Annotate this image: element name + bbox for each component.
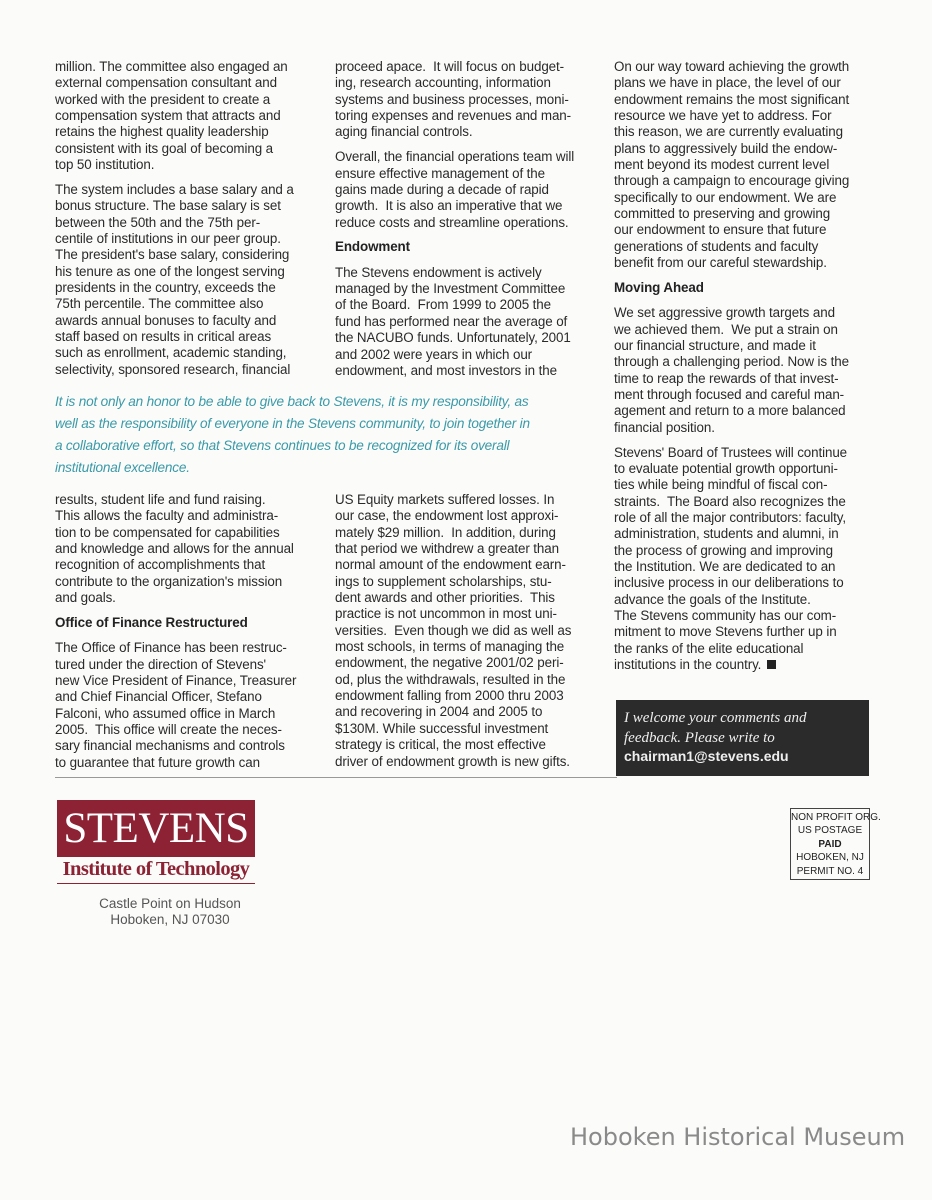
return-address (57, 896, 283, 928)
postage-line: US POSTAGE (797, 825, 863, 837)
postage-line: NON PROFIT ORG. (791, 812, 881, 823)
column-3 (614, 59, 849, 682)
paragraph: million. The committee also engaged an external compensation consultant and worked with the president to create a compensation system that attracts and retains the highest quality leadership consistent with its goal of becoming a top 50 institution. (55, 59, 288, 173)
section-heading-endowment: Endowment (335, 239, 410, 255)
watermark: Hoboken Historical Museum (570, 1123, 906, 1151)
paragraph: The Stevens endowment is actively managed by the Investment Committee of the Board. From 1999 to 2005 the fund has performed near the average of the NACUBO funds. Unfortunately, 2001 and 2002 were years in which our endowment, and most investors in the (335, 264, 571, 378)
feedback-email-link[interactable]: chairman1@stevens.edu (624, 748, 789, 764)
logo-wordmark: STEVENS (57, 800, 255, 857)
postage-line: HOBOKEN, NJ (796, 852, 864, 864)
logo-subtitle: Institute of Technology (57, 858, 255, 884)
postage-indicia (790, 808, 881, 880)
postage-line: PAID (818, 838, 842, 850)
bottom-column-2 (335, 492, 571, 778)
postage-line: PERMIT NO. 4 (796, 865, 864, 877)
feedback-box (616, 700, 869, 776)
section-heading-moving-ahead: Moving Ahead (614, 279, 704, 295)
end-mark-icon (767, 660, 776, 669)
address-line: Castle Point on Hudson (99, 896, 241, 911)
bottom-column-1 (55, 492, 296, 780)
top-column-2 (335, 59, 574, 388)
paragraph: On our way toward achieving the growth plans we have in place, the level of our endowment remains the most significant resource we have yet to address. For this reason, we are currently evaluating plans to aggressively build the endow- ment beyond its modest current level through a campaign to encourage giving specifically to our endowment. We are committed to preserving and growing our endowment to ensure that future generations of students and faculty benefit from our careful stewardship. (614, 59, 850, 271)
paragraph: The system includes a base salary and a bonus structure. The base salary is set between the 50th and the 75th per- centile of institutions in our peer group. The president's base salary, considering his tenure as one of the longest serving presidents in the country, exceeds the 75th percentile. The committee also awards annual bonuses to faculty and staff based on results in critical areas such as enrollment, academic standing, selectivity, sponsored research, financial (55, 181, 294, 377)
paragraph: The Office of Finance has been restruc- tured under the direction of Stevens' new Vice President of Finance, Treasurer and Chief Financial Officer, Stefano Falconi, who assumed office in March 2005. This office will create the neces- sary financial mechanisms and controls to guarantee that future growth can (55, 640, 297, 770)
paragraph: We set aggressive growth targets and we achieved them. We put a strain on our financial structure, and made it through a challenging period. Now is the time to reap the rewards of that invest- ment through focused and careful man- agement and return to a more balanced financial position. (614, 305, 849, 435)
top-column-1 (55, 59, 294, 387)
paragraph-text: Stevens' Board of Trustees will continue to evaluate potential growth opportuni- ties while being mindful of fiscal con- straints. The Board also recognizes the role of all the major contributors: faculty, administration, students and alumni, in the process of growing and improving the Institution. We are dedicated to an inclusive process in our deliberations to advance the goals of the Institute. The Stevens community has our com- mitment to move Stevens further up in the ranks of the elite educational institutions in the country. (614, 444, 848, 673)
paragraph (614, 445, 849, 674)
pull-quote: It is not only an honor to be able to give back to Stevens, it is my responsibility, as well as the responsibility of everyone in the Stevens community, to join together in a collaborative effort, so that Stevens continues to be recognized for its overall institutional excellence. (55, 394, 530, 475)
paragraph: proceed apace. It will focus on budget- ing, research accounting, information systems and business processes, moni- toring expenses and revenues and man- aging financial controls. (335, 59, 571, 140)
section-heading-finance: Office of Finance Restructured (55, 614, 248, 630)
feedback-text: I welcome your comments and feedback. Please write to (624, 710, 807, 746)
address-line: Hoboken, NJ 07030 (110, 912, 230, 927)
paragraph: US Equity markets suffered losses. In our case, the endowment lost approxi- mately $29 million. In addition, during that period we withdrew a greater than normal amount of the endowment earn- ings to supplement scholarships, stu- dent awards and other priorities. This practice is not uncommon in most uni- versities. Even though we did as well as most schools, in terms of managing the endowment, the negative 2001/02 peri- od, plus the withdrawals, resulted in the endowment falling from 2000 thru 2003 and recovering in 2004 and 2005 to $130M. While successful investment strategy is critical, the most effective driver of endowment growth is new gifts. (335, 492, 572, 769)
paragraph: results, student life and fund raising. This allows the faculty and administra- tion to be compensated for capabilities and knowledge and allows for the annual recognition of accomplishments that contribute to the organization's mission and goals. (55, 492, 294, 606)
divider (55, 777, 617, 778)
paragraph: Overall, the financial operations team will ensure effective management of the gains made during a decade of rapid growth. It is also an imperative that we reduce costs and streamline operations. (335, 149, 575, 230)
